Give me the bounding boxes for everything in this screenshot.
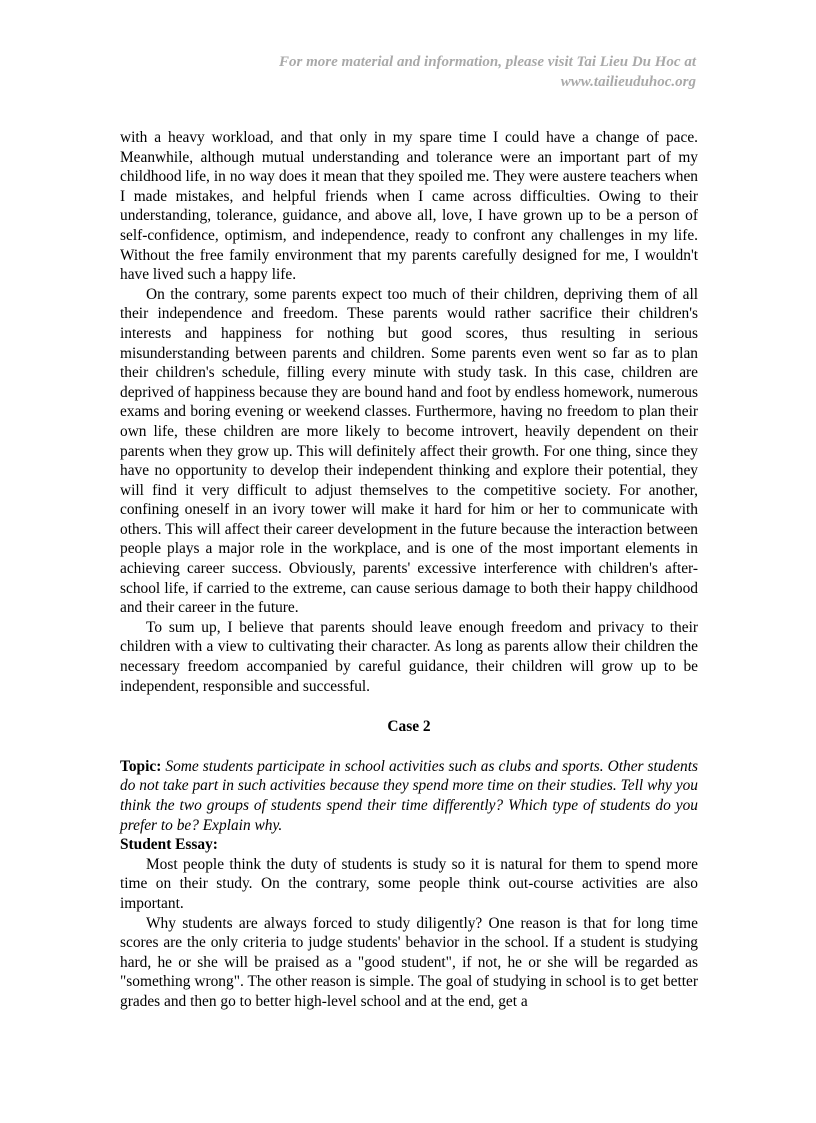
document-body [120,128,698,1012]
student-essay-label: Student Essay: [120,836,218,854]
essay2-paragraph-2: Why students are always forced to study diligently? One reason is that for long time scores are the only criteria to judge students' behavior in the school. If a student is studying hard, he or she will be praised as a "good student", if not, he or she will be regarded as "something wrong". The other reason is simple. The goal of studying in school is to get better grades and then go to better high-level school and at the end, get a [120,914,698,1010]
header-line-1: For more material and information, please visit Tai Lieu Du Hoc at [279,54,696,70]
topic-label: Topic: [120,757,162,775]
essay2-paragraph-1: Most people think the duty of students is study so it is natural for them to spend more time on their study. On the contrary, some people think out-course activities are also important. [120,855,698,912]
page-header [279,52,696,92]
essay1-paragraph-3: To sum up, I believe that parents should leave enough freedom and privacy to their children with a view to cultivating their character. As long as parents allow their children the necessary freedom accompanied by careful guidance, their children will grow up to be independent, responsible and successful. [120,618,698,695]
essay1-paragraph-2: On the contrary, some parents expect too much of their children, depriving them of all their independence and freedom. These parents would rather sacrifice their children's interests and happiness for nothing but good scores, thus resulting in serious misunderstanding between parents and children. Some parents even went so far as to plan their children's schedule, filling every minute with study task. In this case, children are deprived of happiness because they are bound hand and foot by endless homework, numerous exams and boring evening or weekend classes. Furthermore, having no freedom to plan their own life, these children are more likely to become introvert, heavily dependent on their parents when they grow up. This will definitely affect their growth. For one thing, since they have no opportunity to develop their independent thinking and explore their potential, they will find it very difficult to adjust themselves to the competitive society. For another, confining oneself in an ivory tower will make it hard for him or her to communicate with others. This will affect their career development in the future because the interaction between people plays a major role in the workplace, and is one of the most important elements in achieving career success. Obviously, parents' excessive interference with children's after-school life, if carried to the extreme, can cause serious damage to both their happy childhood and their career in the future. [120,285,698,617]
topic-text: Some students participate in school activities such as clubs and sports. Other students do not take part in such activities because they spend more time on their studies. Tell why you think the two groups of students spend their time differently? Which type of students do you prefer to be? Explain why. [120,757,698,834]
case-title: Case 2 [387,718,431,736]
essay1-paragraph-1: with a heavy workload, and that only in my spare time I could have a change of pace. Meanwhile, although mutual understanding and tolerance were an important part of my childhood life, in no way does it mean that they spoiled me. They were austere teachers when I made mistakes, and helpful friends when I came across difficulties. Owing to their understanding, tolerance, guidance, and above all, love, I have grown up to be a person of self-confidence, optimism, and independence, ready to confront any challenges in my life. Without the free family environment that my parents carefully designed for me, I wouldn't have lived such a happy life. [120,129,698,284]
topic [120,757,698,835]
header-url: www.tailieuduhoc.org [560,74,696,90]
